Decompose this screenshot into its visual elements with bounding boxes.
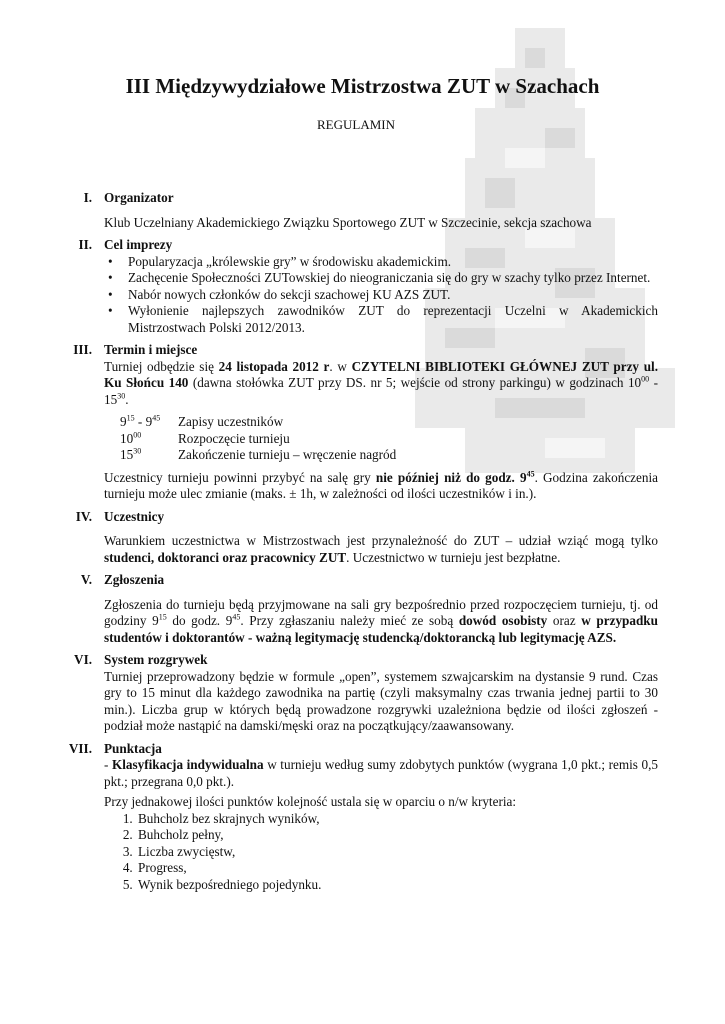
section-scoring xyxy=(58,741,658,894)
schedule-time: $9^{15} - 9^{45}$ xyxy=(120,413,161,429)
section-number: II. xyxy=(78,237,92,252)
section-date-place xyxy=(58,342,658,503)
list-item: 2. Buhcholz pełny, xyxy=(136,827,658,844)
section-title: Zgłoszenia xyxy=(104,572,165,587)
organizer-text: Klub Uczelniany Akademickiego Związku Sportowego ZUT w Szczecinie, sekcja szachowa xyxy=(104,214,592,230)
section-number: III. xyxy=(73,342,92,357)
regulations-body xyxy=(58,190,658,899)
section-title: Punktacja xyxy=(104,740,162,756)
arrival-text: Uczestnicy turnieju powinni przybyć na salę gry nie później niż do godz. $9^{45}$. Godzina zakończenia turnieju może ulec zmianie (maks. ± 1h, w zależności od ilości uczestników i in.). xyxy=(104,469,658,501)
subtitle: REGULAMIN xyxy=(317,117,395,132)
section-number: IV. xyxy=(75,508,92,524)
participants-text: Warunkiem uczestnictwa w Mistrzostwach jest przynależność do ZUT – udział wziąć mogą tylko studenci, doktoranci oraz pracownicy ZUT. Uczestnictwo w turnieju jest bezpłatne. xyxy=(104,533,658,565)
registration-text: Zgłoszenia do turnieju będą przyjmowane na sali gry bezpośrednio przed rozpoczęciem turnieju, tj. od godziny $9^{15}$ do godz. $9^{45}$. Przy zgłaszaniu należy mieć ze sobą dowód osobisty oraz w przypadku studentów i doktorantów - ważną legitymację studencką/doktorancką lub legitymację AZS. xyxy=(104,596,658,645)
list-item: • Nabór nowych członków do sekcji szachowej KU AZS ZUT. xyxy=(128,287,658,304)
section-goals xyxy=(58,237,658,336)
list-item: • Zachęcenie Społeczności ZUTowskiej do nieograniczania się do gry w szachy tylko przez Internet. xyxy=(128,270,658,287)
goals-list xyxy=(104,254,658,337)
page-title: III Międzywydziałowe Mistrzostwa ZUT w Szachach xyxy=(125,74,600,98)
list-item: • Popularyzacja „królewskie gry” w środowisku akademickim. xyxy=(128,254,658,271)
section-title: System rozgrywek xyxy=(104,652,208,667)
section-number: V. xyxy=(80,572,92,587)
tiebreak-intro: Przy jednakowej ilości punktów kolejność ustala się w oparciu o n/w kryteria: xyxy=(104,794,517,809)
schedule-row xyxy=(120,414,658,431)
section-title: Uczestnicy xyxy=(104,508,165,524)
schedule-row xyxy=(120,431,658,448)
tiebreak-criteria-list xyxy=(104,811,658,894)
section-title: Cel imprezy xyxy=(104,237,173,252)
schedule-time: $10^{00}$ xyxy=(120,430,142,446)
section-title: Organizator xyxy=(104,190,174,205)
section-number: I. xyxy=(83,190,92,205)
section-registration xyxy=(58,572,658,646)
section-title: Termin i miejsce xyxy=(104,342,198,357)
scoring-text: - Klasyfikacja indywidualna w turnieju według sumy zdobytych punktów (wygrana 1,0 pkt.; remis 0,5 pkt.; przegrana 0,0 pkt.). xyxy=(104,757,658,789)
section-number: VII. xyxy=(68,740,92,756)
list-item: • Wyłonienie najlepszych zawodników ZUT do reprezentacji Uczelni w Akademickich Mistrzostwach Polski 2012/2013. xyxy=(128,303,658,336)
schedule-label: Rozpoczęcie turnieju xyxy=(178,430,290,446)
list-item: 1. Buhcholz bez skrajnych wyników, xyxy=(136,811,658,828)
section-game-system xyxy=(58,652,658,735)
section-number: VI. xyxy=(74,652,92,667)
date-place-text: Turniej odbędzie się 24 listopada 2012 r. w CZYTELNI BIBLIOTEKI GŁÓWNEJ ZUT przy ul. Ku Słońcu 140 (dawna stołówka ZUT przy DS. nr 5; wejście od strony parkingu) w godzinach $10^{00} - 15^{30}$. xyxy=(104,358,658,407)
list-item: 5. Wynik bezpośredniego pojedynku. xyxy=(136,877,658,894)
schedule-label: Zakończenie turnieju – wręczenie nagród xyxy=(178,447,397,462)
game-system-text: Turniej przeprowadzony będzie w formule „open”, systemem szwajcarskim na dystansie 9 rund. Czas gry to 15 minut dla każdego zawodnika na partię (czyli maksymalny czas trwania jednej partii to 30 min.). Liczba grup w których będą prowadzone rozgrywki uzależniona będzie od ilości zgłoszeń - podział może nastąpić na damski/męski oraz na początkujący/zaawansowany. xyxy=(104,668,658,733)
schedule-row xyxy=(120,447,658,464)
schedule-time: $15^{30}$ xyxy=(120,446,142,462)
section-participants xyxy=(58,509,658,567)
list-item: 4. Progress, xyxy=(136,860,658,877)
section-organizer xyxy=(58,190,658,231)
schedule-label: Zapisy uczestników xyxy=(178,414,284,429)
schedule xyxy=(120,414,658,464)
list-item: 3. Liczba zwycięstw, xyxy=(136,844,658,861)
